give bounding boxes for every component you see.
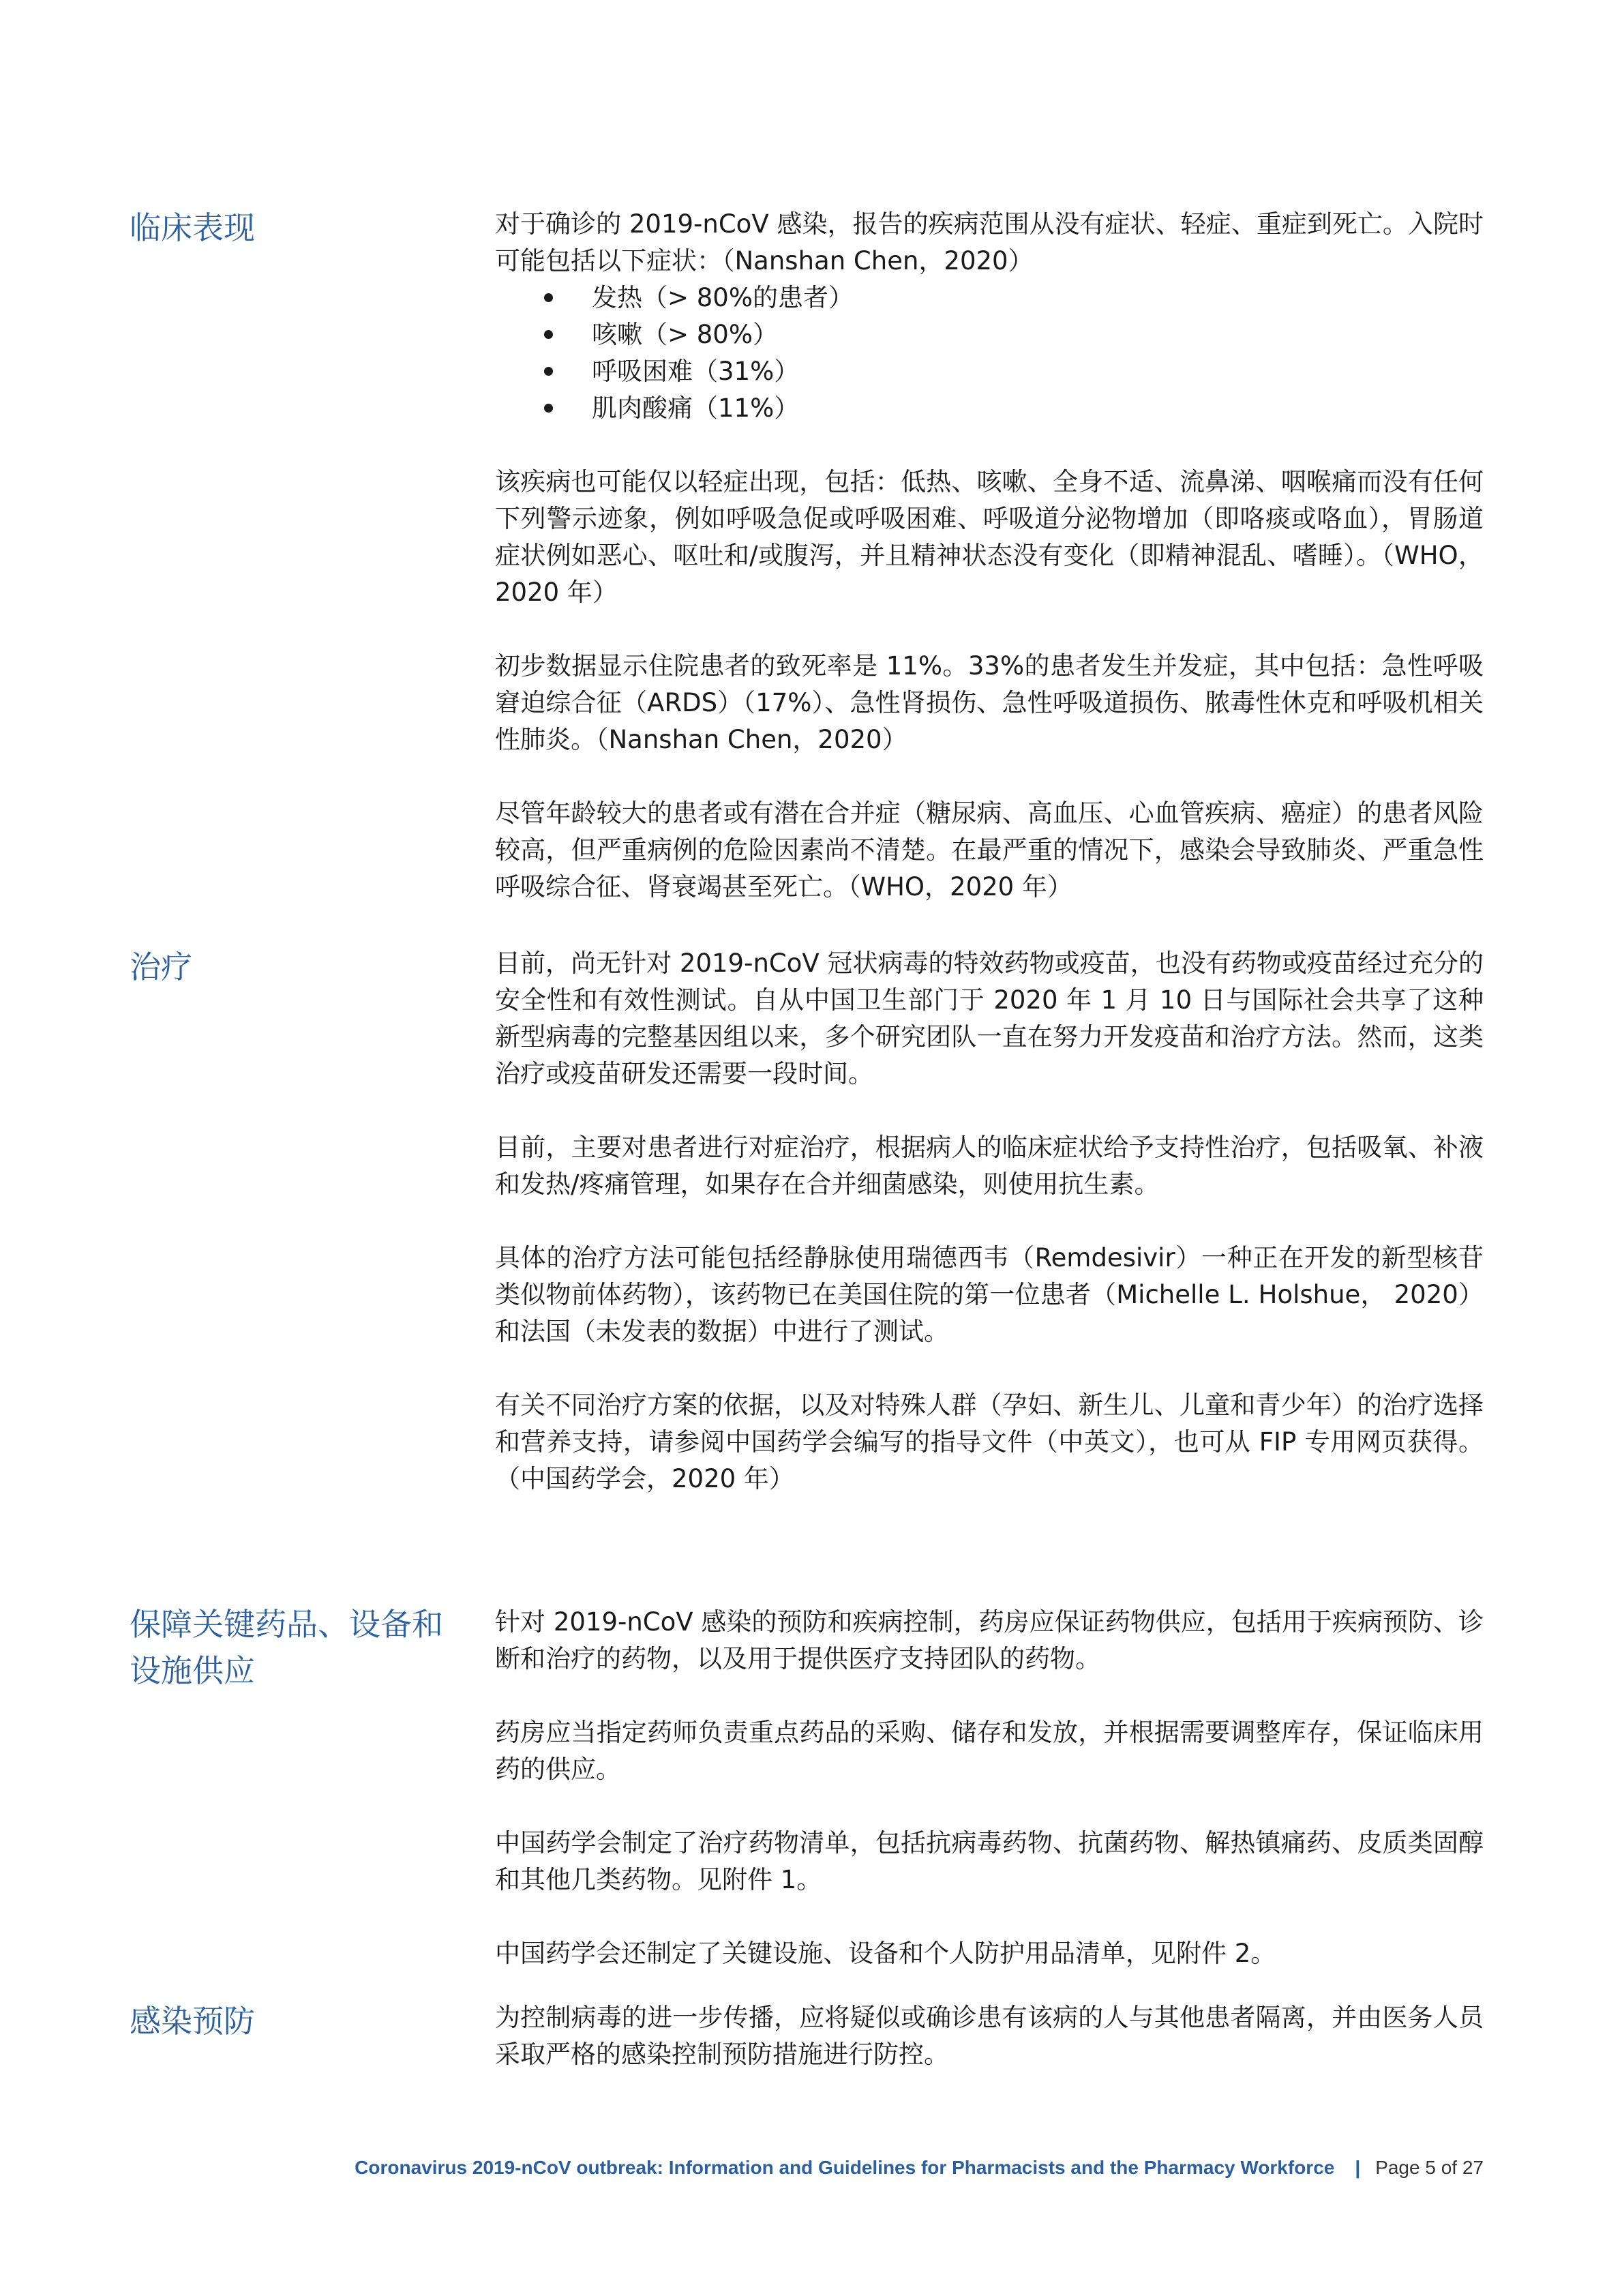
treatment-paragraph-3: 具体的治疗方法可能包括经静脉使用瑞德西韦（Remdesivir）一种正在开发的新型核苷类似物前体药物），该药物已在美国住院的第一位患者（Michelle L. Holshue， 2020）和法国（未发表的数据）中进行了测试。 — [495, 1243, 1484, 1346]
symptom-list — [495, 280, 1484, 427]
clinical-paragraph-4: 尽管年龄较大的患者或有潜在合并症（糖尿病、高血压、心血管疾病、癌症）的患者风险较高，但严重病例的危险因素尚不清楚。在最严重的情况下，感染会导致肺炎、严重急性呼吸综合征、肾衰竭甚至死亡。（WHO，2020 年） — [495, 799, 1484, 901]
supply-paragraph-1: 针对 2019-nCoV 感染的预防和疾病控制，药房应保证药物供应，包括用于疾病预防、诊断和治疗的药物，以及用于提供医疗支持团队的药物。 — [495, 1607, 1484, 1673]
supply-paragraph-3: 中国药学会制定了治疗药物清单，包括抗病毒药物、抗菌药物、解热镇痛药、皮质类固醇和其他几类药物。见附件 1。 — [495, 1828, 1484, 1894]
treatment-paragraph-4: 有关不同治疗方案的依据，以及对特殊人群（孕妇、新生儿、儿童和青少年）的治疗选择和营养支持，请参阅中国药学会编写的指导文件（中英文），也可从 FIP 专用网页获得。（中国药学会，2020 年） — [495, 1390, 1484, 1493]
clinical-paragraph-2: 该疾病也可能仅以轻症出现，包括：低热、咳嗽、全身不适、流鼻涕、咽喉痛而没有任何下列警示迹象，例如呼吸急促或呼吸困难、呼吸道分泌物增加（即咯痰或咯血），胃肠道症状例如恶心、呕吐和/或腹泻，并且精神状态没有变化（即精神混乱、嗜睡）。（WHO，2020 年） — [495, 467, 1484, 607]
section-body-supply — [495, 1604, 1484, 1972]
treatment-paragraph-1: 目前，尚无针对 2019-nCoV 冠状病毒的特效药物或疫苗，也没有药物或疫苗经过充分的安全性和有效性测试。自从中国卫生部门于 2020 年 1 月 10 日与国际社会共享了这种新型病毒的完整基因组以来，多个研究团队一直在努力开发疫苗和治疗方法。然而，这类治疗或疫苗研发还需要一段时间。 — [495, 949, 1484, 1088]
page-number: Page 5 of 27 — [1375, 2157, 1484, 2178]
list-item: 咳嗽（> 80%） — [495, 316, 1484, 353]
footer-title: Coronavirus 2019-nCoV outbreak: Information and Guidelines for Pharmacists and the Pharmacy Workforce — [355, 2157, 1335, 2178]
clinical-intro: 对于确诊的 2019-nCoV 感染，报告的疾病范围从没有症状、轻症、重症到死亡。入院时可能包括以下症状：（Nanshan Chen，2020） — [495, 209, 1484, 275]
section-body-clinical — [495, 206, 1484, 906]
page-footer — [0, 2154, 1484, 2181]
list-item: 发热（> 80%的患者） — [495, 280, 1484, 316]
clinical-paragraph-3: 初步数据显示住院患者的致死率是 11%。33%的患者发生并发症，其中包括：急性呼吸窘迫综合征（ARDS）（17%）、急性肾损伤、急性呼吸道损伤、脓毒性休克和呼吸机相关性肺炎。（Nanshan Chen，2020） — [495, 651, 1484, 754]
section-heading-clinical: 临床表现 — [130, 209, 255, 246]
footer-separator: | — [1355, 2157, 1361, 2178]
supply-paragraph-2: 药房应当指定药师负责重点药品的采购、储存和发放，并根据需要调整库存，保证临床用药的供应。 — [495, 1718, 1484, 1784]
section-body-treatment — [495, 945, 1484, 1497]
infection-paragraph-1: 为控制病毒的进一步传播，应将疑似或确诊患有该病的人与其他患者隔离，并由医务人员采取严格的感染控制预防措施进行防控。 — [495, 2003, 1484, 2069]
section-heading-infection: 感染预防 — [130, 2003, 255, 2040]
section-heading-treatment: 治疗 — [130, 949, 192, 985]
section-body-infection — [495, 1999, 1484, 2073]
list-item: 呼吸困难（31%） — [495, 353, 1484, 390]
supply-paragraph-4: 中国药学会还制定了关键设施、设备和个人防护用品清单，见附件 2。 — [495, 1939, 1276, 1968]
treatment-paragraph-2: 目前，主要对患者进行对症治疗，根据病人的临床症状给予支持性治疗，包括吸氧、补液和发热/疼痛管理，如果存在合并细菌感染，则使用抗生素。 — [495, 1133, 1484, 1199]
list-item: 肌肉酸痛（11%） — [495, 390, 1484, 427]
section-heading-supply: 保障关键药品、设备和设施供应 — [130, 1606, 443, 1689]
